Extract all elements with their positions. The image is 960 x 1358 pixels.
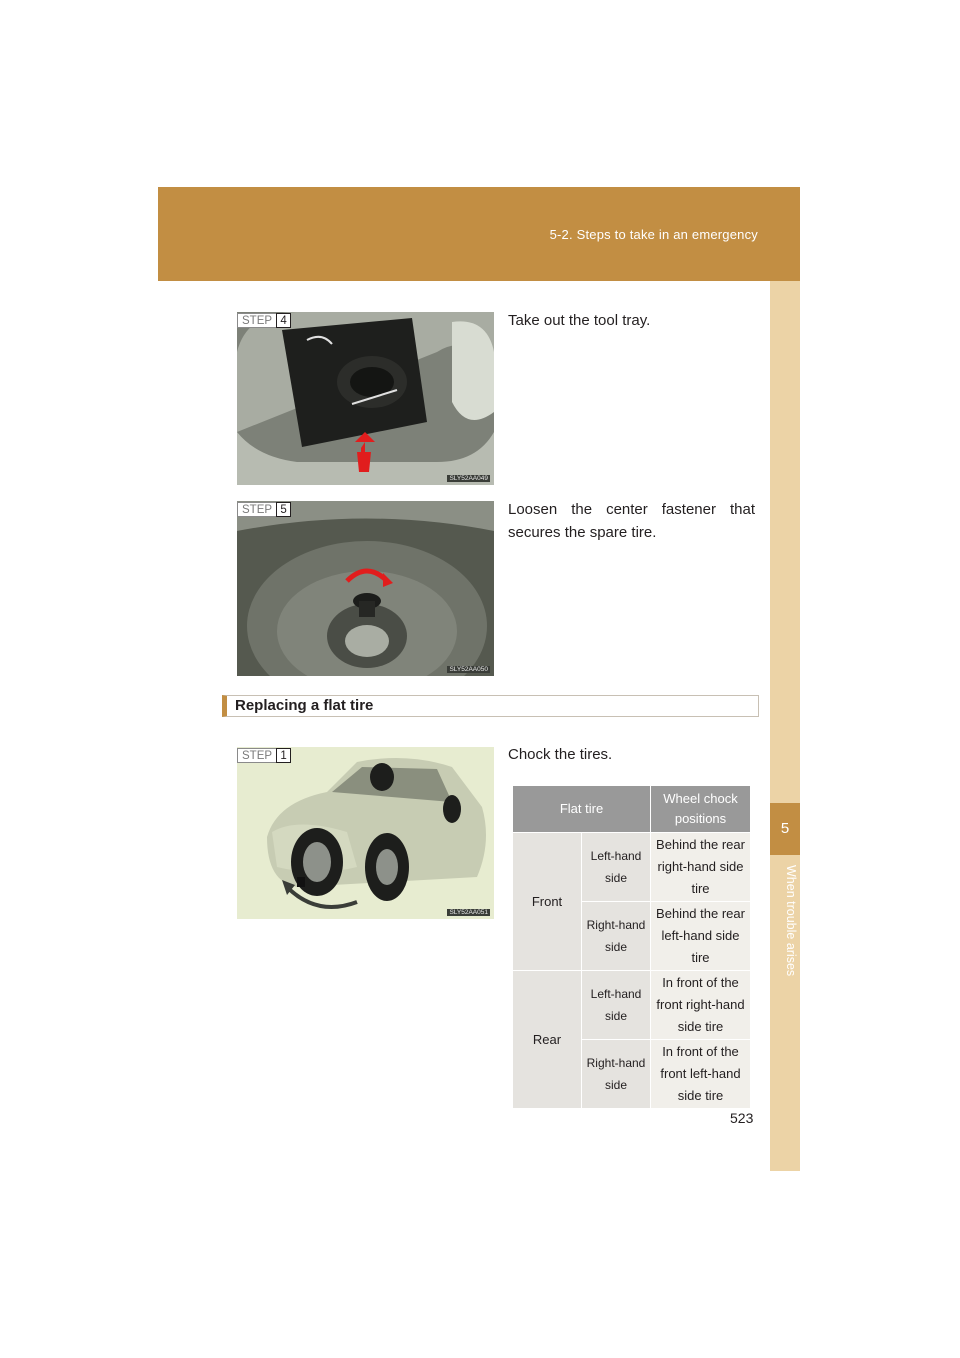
wheel-chock-table [512,785,751,1109]
step-1-text: Chock the tires. [508,746,613,763]
chapter-tab [770,803,800,855]
chapter-label: When trouble arises [784,865,798,977]
row-position: Behind the rear right-hand side tire [651,833,751,902]
section-title: Replacing a flat tire [235,697,374,714]
step-1-tag: STEP 1 [237,748,291,763]
row-group-rear: Rear [513,971,582,1109]
chapter-side-strip [770,281,800,1171]
header-band [158,187,800,281]
row-side: Left-hand side [582,971,651,1040]
row-side: Right-hand side [582,1040,651,1109]
step-5-tag: STEP 5 [237,502,291,517]
car-drawing [237,747,494,919]
table-header-row [513,786,751,833]
row-group-front: Front [513,833,582,971]
tool-tray-drawing [237,312,494,485]
step-5-text: Loosen the center fastener that secures the spare tire. [508,501,755,541]
spare-tire-illustration [237,501,494,676]
row-position: Behind the rear left-hand side tire [651,902,751,971]
row-side: Right-hand side [582,902,651,971]
figure-code: SLY52AA049 [449,475,488,482]
header-wheel-chock-positions: Wheel chock positions [651,786,751,833]
table-row [513,833,751,902]
row-position: In front of the front right-hand side tire [651,971,751,1040]
figure-code: SLY52AA051 [449,909,488,916]
spare-tire-drawing [237,501,494,676]
section-header [222,695,759,717]
section-breadcrumb: 5-2. Steps to take in an emergency [549,227,758,242]
page-number: 523 [730,1110,754,1126]
header-flat-tire: Flat tire [513,786,651,833]
row-position: In front of the front left-hand side tire [651,1040,751,1109]
row-side: Left-hand side [582,833,651,902]
wheel-chock-illustration [237,747,494,919]
table-row [513,971,751,1040]
step-4-tag: STEP 4 [237,313,291,328]
figure-code: SLY52AA050 [449,666,488,673]
step-4-text: Take out the tool tray. [508,312,651,329]
tool-tray-illustration [237,312,494,485]
chapter-number: 5 [780,820,790,837]
